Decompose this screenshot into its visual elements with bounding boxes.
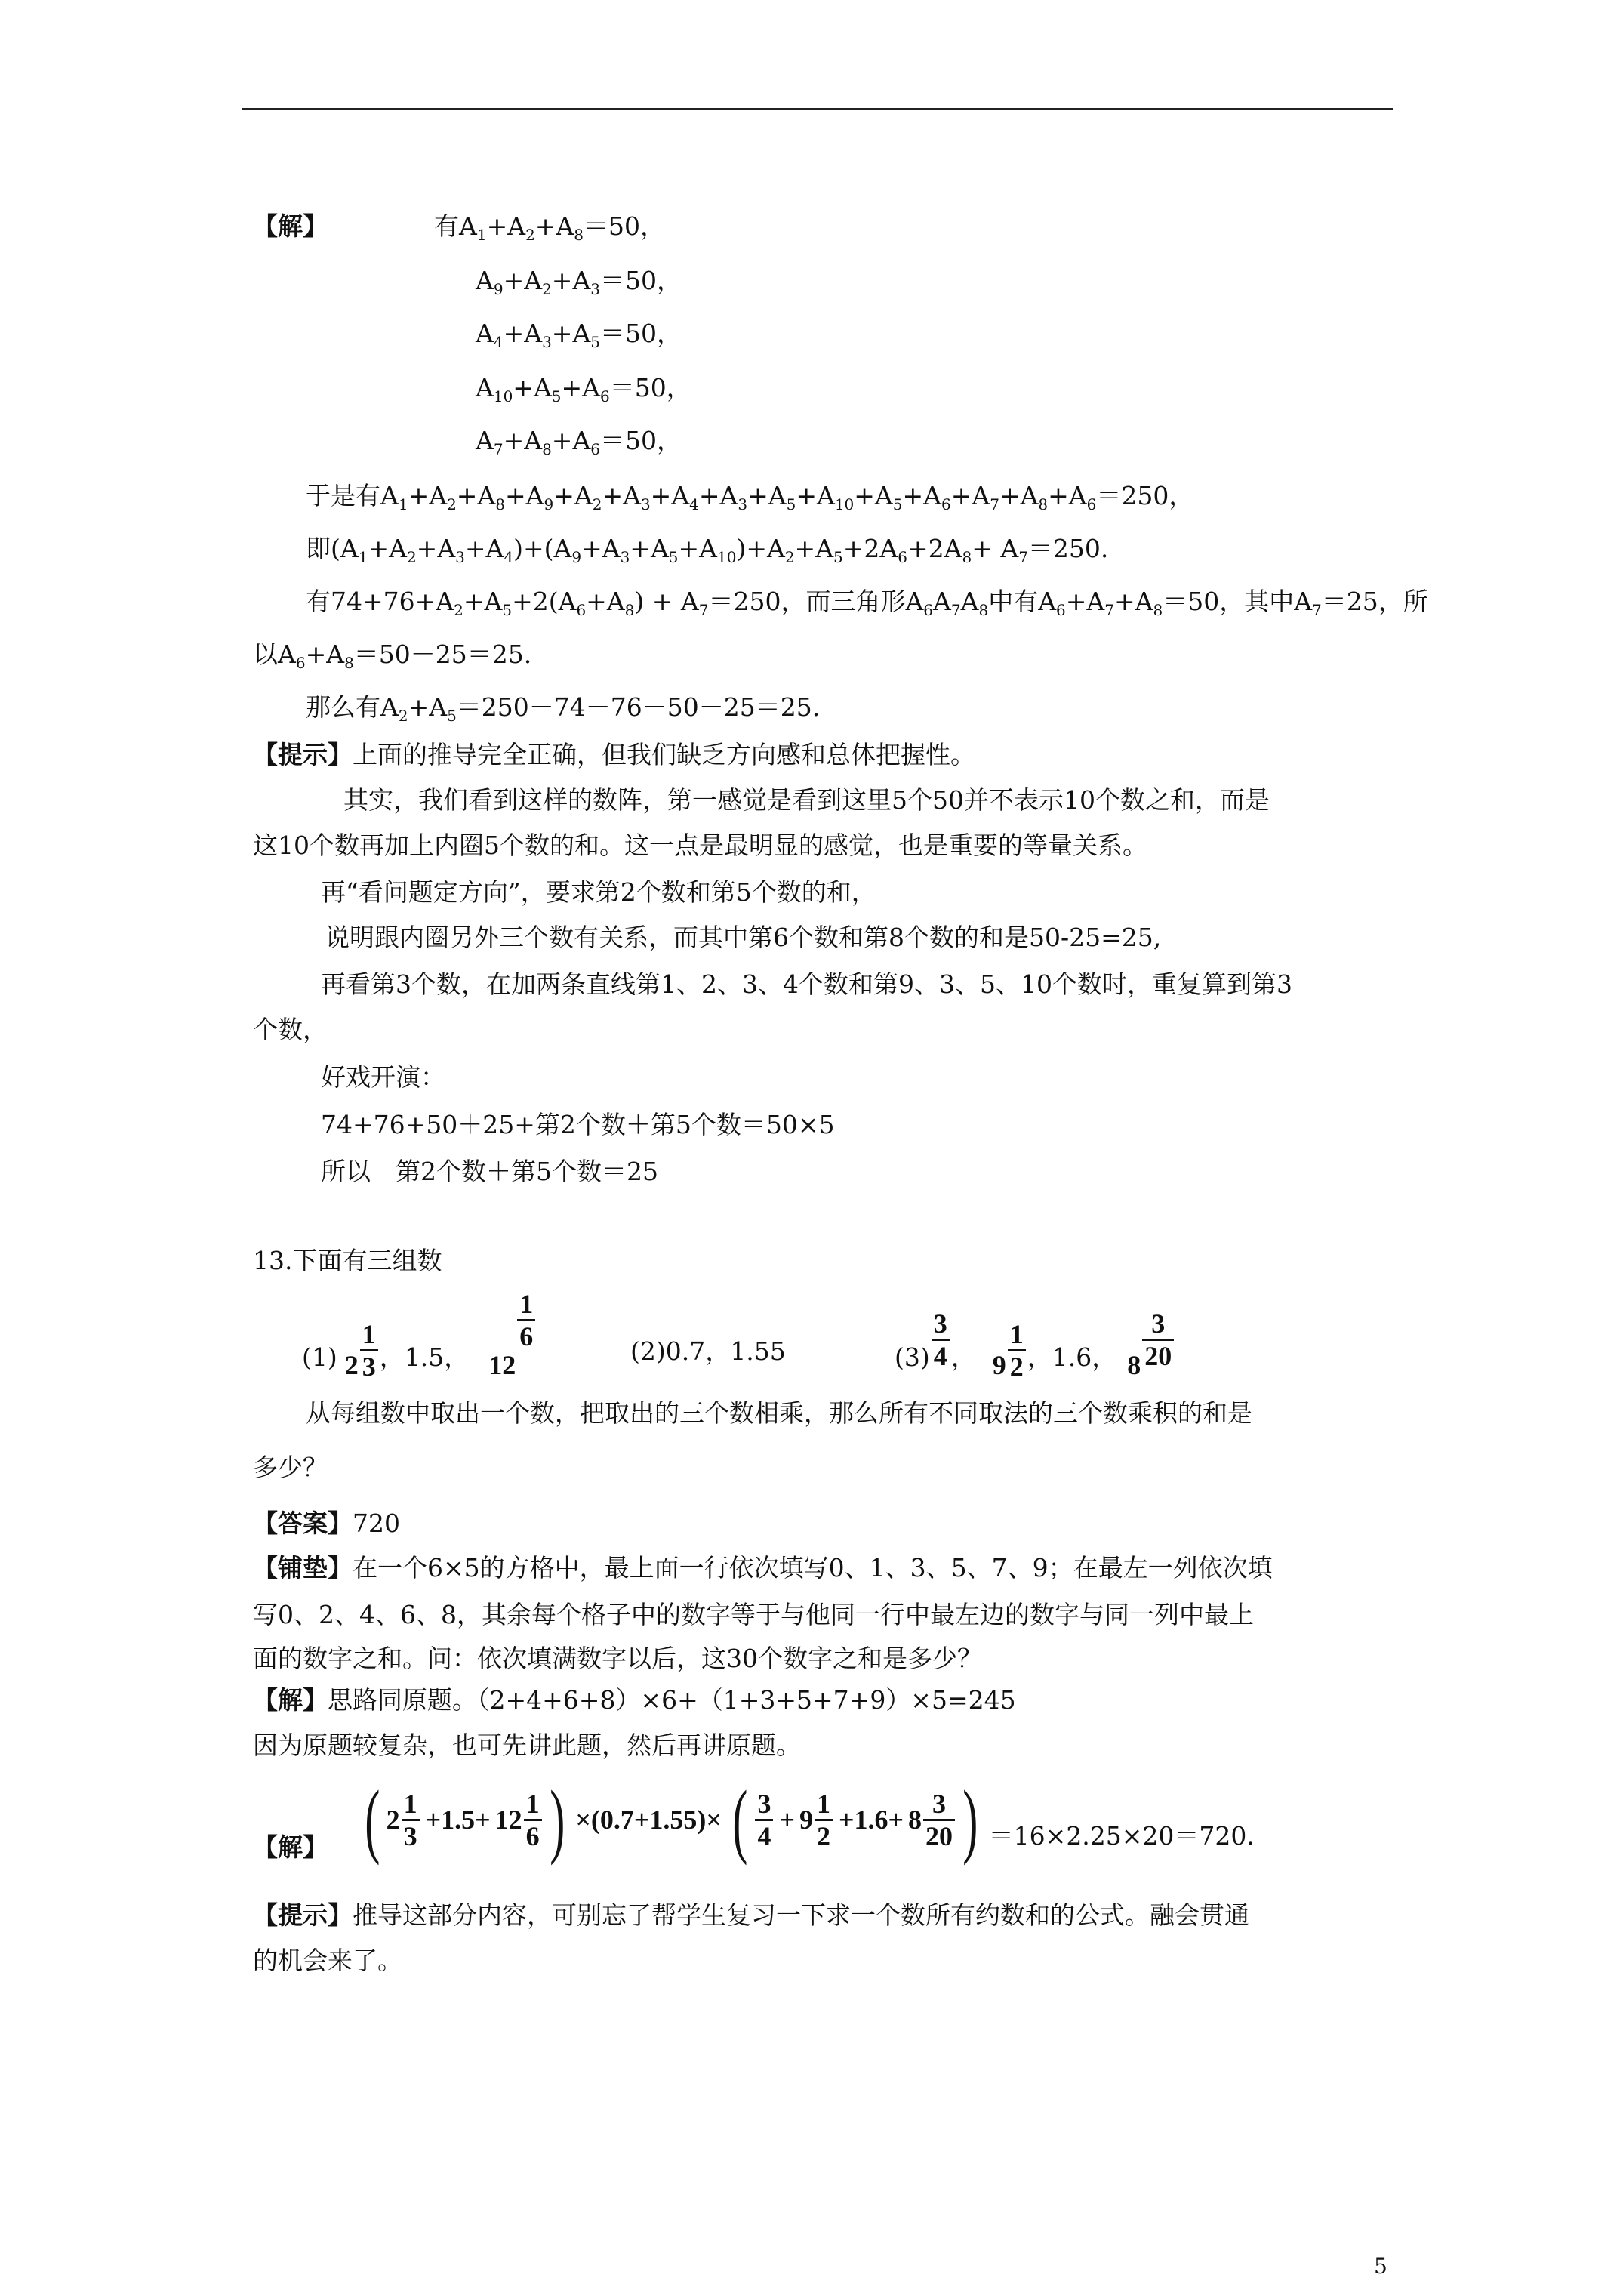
hint-line: 这10个数再加上内圈5个数的和。这一点是最明显的感觉，也是重要的等量关系。 <box>253 831 1147 860</box>
eq-line-1: 有$A_1+A_2+A_8=50$， <box>434 211 666 244</box>
fraction: $\frac{1}{3}$ <box>360 1319 378 1382</box>
hint-line: 再“看问题定方向”，要求第2个数和第5个数的和， <box>321 877 876 907</box>
hint-line: 74+76+50＋25+第2个数＋第5个数＝50×5 <box>321 1110 835 1139</box>
product-equation: ( 2 $\frac{1}{3}$ +1.5+ 12 $\frac{1}{6}$ ) ×(0.7+1.55)× ( $\frac{3}{4}$ + 9 $\frac{1}{2}$ +1.6+ 8 $\frac{3}{20}$ ) ＝16×2.25×20＝720. <box>365 1774 1255 1866</box>
group-line: 即$(A_1+A_2+A_3+A_4)+(A_9+A_3+A_5+A_{10})+A_2+A_5+2A_6+2A_8+ A_7=250$. <box>306 534 1109 566</box>
number-group-2: (2)0.7，1.55 <box>630 1336 786 1366</box>
fraction: $\frac{1}{6}$ <box>517 1289 535 1351</box>
hint-tag: 【提示】 <box>253 1900 353 1930</box>
pave-tag: 【铺垫】 <box>253 1553 353 1583</box>
sum-line: 于是有$A_1+A_2+A_8+A_9+A_2+A_3+A_4+A_3+A_5+A_{10}+A_5+A_6+A_7+A_8+A_6=250$， <box>306 481 1194 513</box>
answer <box>253 1507 400 1540</box>
fraction: $\frac{3}{20}$ <box>923 1789 955 1851</box>
hint-line: 再看第3个数，在加两条直线第1、2、3、4个数和第9、3、5、10个数时，重复算到第3 <box>321 969 1292 999</box>
fraction: $\frac{3}{20}$ <box>1142 1308 1174 1371</box>
solution-2-line: 因为原题较复杂，也可先讲此题，然后再讲原题。 <box>253 1730 801 1760</box>
hint-line: 个数， <box>253 1015 328 1044</box>
eq-line-4: $A_{10}+A_5+A_6=50$， <box>476 373 691 405</box>
hint-line: 说明跟内圈另外三个数有关系，而其中第6个数和第8个数的和是50-25=25, <box>325 923 1162 952</box>
hint-line: 好戏开演： <box>321 1062 445 1092</box>
solution-tag: 【解】 <box>253 1832 328 1862</box>
pave-line: 写0、2、4、6、8，其余每个格子中的数字等于与他同一行中最左边的数字与同一列中最上 <box>253 1600 1254 1629</box>
fraction: $\frac{3}{4}$ <box>932 1308 950 1371</box>
number-group-3: (3) $\frac{3}{4}$ ， 9 $\frac{1}{2}$ ，1.6， 8 $\frac{3}{20}$ <box>895 1284 1175 1382</box>
hint-paragraph: 【提示】上面的推导完全正确，但我们缺乏方向感和总体把握性。 <box>253 740 975 769</box>
solution-tag: 【解】 <box>253 1685 328 1715</box>
hint-2: 【提示】推导这部分内容，可别忘了帮学生复习一下求一个数所有约数和的公式。融会贯通 <box>253 1900 1249 1930</box>
hint-tag: 【提示】 <box>253 740 353 769</box>
solution-2: 【解】思路同原题。（2+4+6+8）×6+（1+3+5+7+9）×5=245 <box>253 1685 1016 1715</box>
hint-2-line: 的机会来了。 <box>253 1946 402 1975</box>
derive-line: 有$74+76+A_2+A_5+2(A_6+A_8) + A_7=250$，而三角形$A_6A_7A_8$中有$A_6+A_7+A_8=50$，其中$A_7=25$，所 <box>306 587 1428 619</box>
equation-result: ＝16×2.25×20＝720. <box>988 1821 1255 1851</box>
number-group-1: (1) 2 $\frac{1}{3}$ ，1.5， 12 $\frac{1}{6}$ <box>302 1299 537 1382</box>
eq-line-3: $A_4+A_3+A_5=50$， <box>476 319 682 351</box>
hint-line: 其实，我们看到这样的数阵，第一感觉是看到这里5个50并不表示10个数之和，而是 <box>343 785 1270 815</box>
question-text: 多少？ <box>253 1453 328 1482</box>
result-line: 那么有$A_2+A_5=250-74-76-50-25=25$. <box>306 692 821 725</box>
fraction: $\frac{1}{2}$ <box>1008 1319 1026 1382</box>
solution-tag: 【解】 <box>253 211 328 241</box>
answer-tag: 【答案】 <box>253 1509 353 1538</box>
pave-line: 面的数字之和。问：依次填满数字以后，这30个数字之和是多少？ <box>253 1644 982 1673</box>
fraction: $\frac{1}{6}$ <box>524 1789 542 1851</box>
fraction: $\frac{1}{3}$ <box>402 1789 420 1851</box>
fraction: $\frac{1}{2}$ <box>815 1789 833 1851</box>
hint-line: 所以 第2个数＋第5个数＝25 <box>321 1157 658 1186</box>
question-text: 从每组数中取出一个数，把取出的三个数相乘，那么所有不同取法的三个数乘积的和是 <box>306 1398 1252 1428</box>
page-number: 5 <box>1374 2254 1387 2279</box>
eq-line-2: $A_9+A_2+A_3=50$， <box>476 266 682 298</box>
eq-line-5: $A_7+A_8+A_6=50$， <box>476 426 682 458</box>
header-rule <box>242 108 1393 110</box>
pave-paragraph: 【铺垫】在一个6×5的方格中，最上面一行依次填写0、1、3、5、7、9；在最左一列依次填 <box>253 1553 1273 1583</box>
question-title: 13.下面有三组数 <box>253 1246 442 1275</box>
derive-line-cont: 以$A_6+A_8=50-25=25$. <box>253 639 532 672</box>
fraction: $\frac{3}{4}$ <box>755 1789 773 1851</box>
answer-value: 720 <box>353 1509 400 1538</box>
